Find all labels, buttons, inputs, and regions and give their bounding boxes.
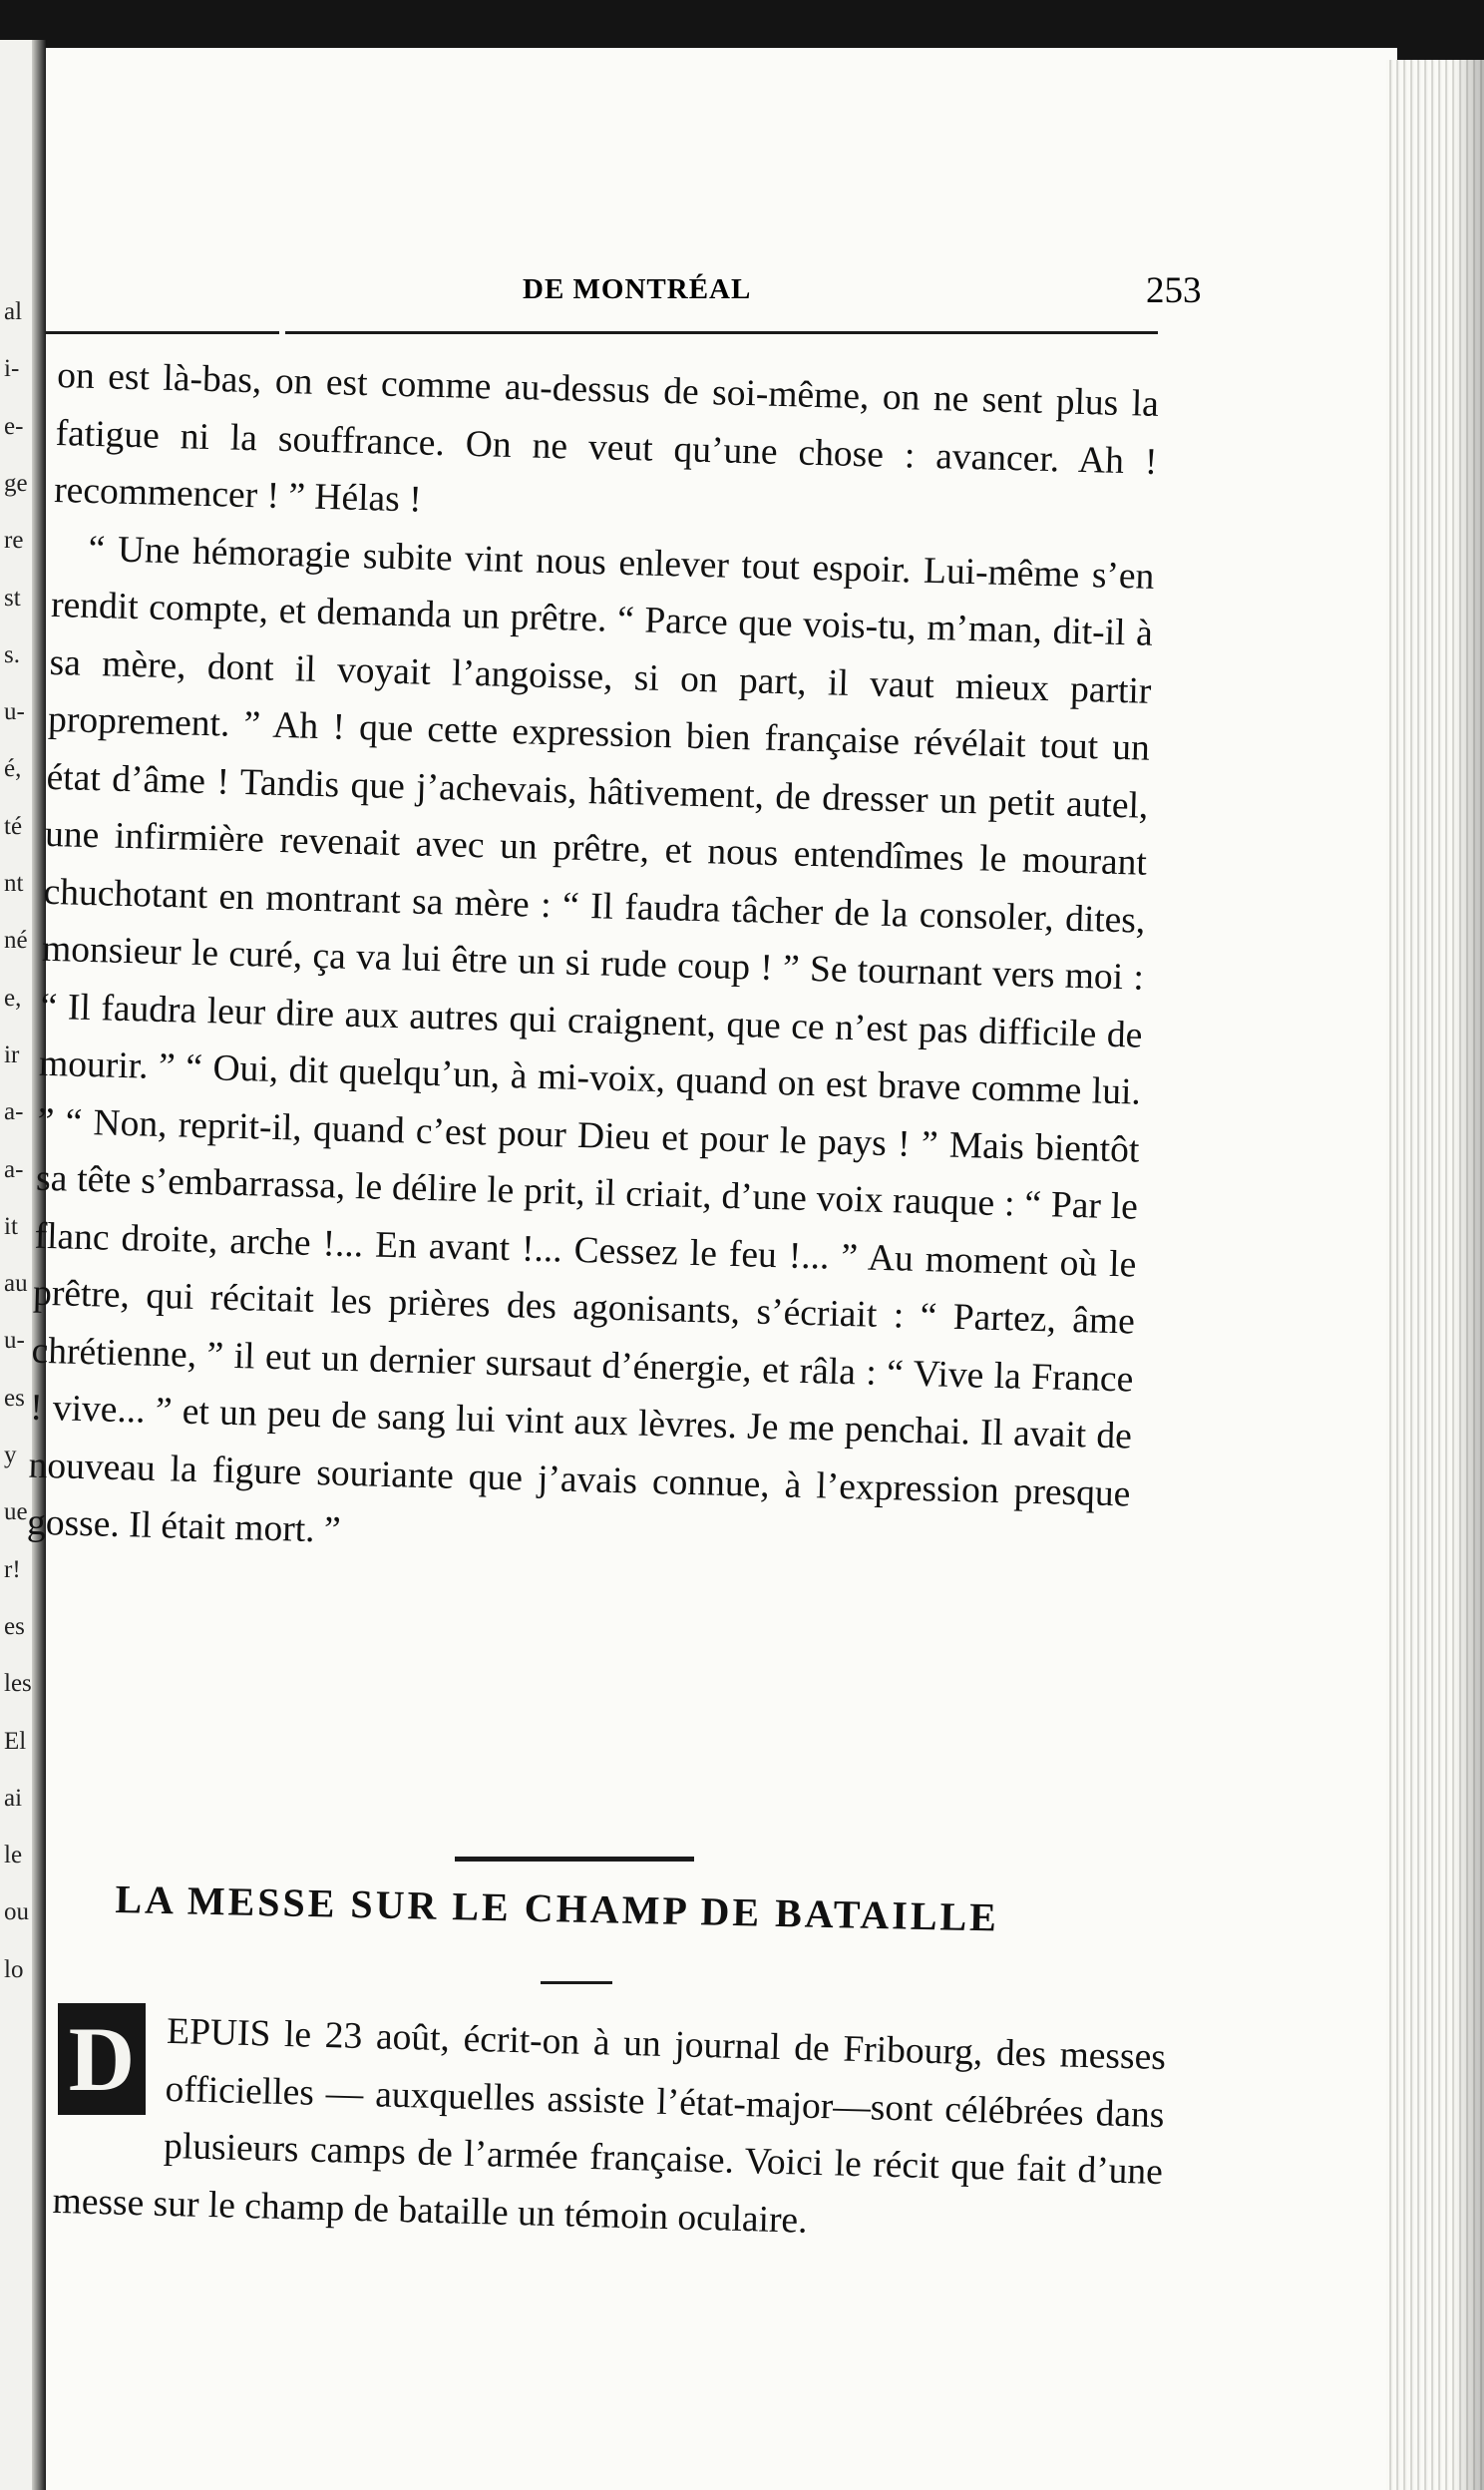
margin-fragment: au <box>4 1270 28 1298</box>
margin-fragment: né <box>4 927 28 955</box>
margin-fragment: ge <box>4 469 28 497</box>
lead-word: EPUIS <box>166 2010 271 2055</box>
margin-fragment: u- <box>4 1327 25 1355</box>
paragraph-1: on est là-bas, on est comme au-dessus de soi-même, on ne sent plus la fatigue ni la souffrance. On ne veut qu’une chose : avancer. Ah ! recommencer ! ” Hélas ! <box>53 354 1160 521</box>
margin-fragment: st <box>4 584 21 612</box>
section-text: le 23 août, écrit-on à un journal de Fribourg, des messes officielles — auxquelles assiste l’état-major—sont célébrées dans plusieurs camps de l’armée française. Voici le récit que fait d’une messe sur le champ de bataille un témoin oculaire. <box>52 2013 1167 2242</box>
section-title: LA MESSE SUR LE CHAMP DE BATAILLE <box>115 1875 1000 1940</box>
margin-fragment: ir <box>4 1040 20 1068</box>
section-body <box>52 2000 1167 2259</box>
drop-cap-initial: D <box>58 2003 146 2115</box>
margin-fragment: al <box>4 298 23 325</box>
margin-fragment: u- <box>4 698 25 726</box>
margin-fragment: es <box>4 1612 25 1640</box>
margin-fragment: El <box>4 1727 27 1755</box>
margin-fragment: e- <box>4 412 24 440</box>
margin-fragment: e, <box>4 984 22 1012</box>
margin-fragment: té <box>4 812 23 840</box>
header-rule <box>46 331 1158 334</box>
margin-fragment: ou <box>4 1898 29 1926</box>
title-underline <box>541 1981 612 1984</box>
paragraph-2: “ Une hémoragie subite vint nous enlever tout espoir. Lui-même s’en rendit compte, et demanda un prêtre. “ Parce que vois-tu, m’man, dit-il à sa mère, dont il voyait l’angoisse, si on part, il vaut mieux partir proprement. ” Ah ! que cette expression bien française révélait tout un état d’âme ! Tandis que j’achevais, hâtivement, de dresser un petit autel, une infirmière revenait avec un prêtre, et nous entendîmes le mourant chuchotant en montrant sa mère : “ Il faudra tâcher de la consoler, dites, monsieur le curé, ça va lui être un si rude coup ! ” Se tournant vers moi : “ Il faudra leur dire aux autres qui craignent, que ce n’est pas difficile de mourir. ” “ Oui, dit quelqu’un, à mi-voix, quand on est brave comme lui. ” “ Non, reprit-il, quand c’est pour Dieu et pour le pays ! ” Mais bientôt sa tête s’embarrassa, le délire le prit, il criait, d’une voix rauque : “ Par le flanc droite, arche !... En avant !... Cessez le feu !... ” Au moment où le prêtre, qui récitait les prières des agonisants, s’écriait : “ Partez, âme chrétienne, ” il eut un dernier sursaut d’énergie, et râla : “ Vive la France ! vive... ” et un peu de sang lui vint aux lèvres. Je me penchai. Il avait de nouveau la figure souriante que j’avais connue, à l’expression presque gosse. Il était mort. ” <box>26 528 1155 1551</box>
margin-fragment: s. <box>4 640 20 668</box>
margin-fragment: ai <box>4 1784 23 1812</box>
section-paragraph <box>52 2000 1167 2259</box>
section-divider <box>455 1857 694 1862</box>
margin-fragment: y <box>4 1442 17 1468</box>
margin-fragment: ue <box>4 1498 28 1526</box>
margin-fragment: a- <box>4 1155 24 1183</box>
book-page <box>26 48 1397 2490</box>
margin-fragment: a- <box>4 1098 24 1126</box>
margin-fragment: r! <box>4 1555 21 1583</box>
margin-fragment: le <box>4 1842 23 1869</box>
margin-fragment: re <box>4 527 24 555</box>
body-text <box>26 347 1159 1580</box>
page-stack-edges <box>1386 60 1484 2490</box>
running-title: DE MONTRÉAL <box>523 273 752 305</box>
margin-fragment: it <box>4 1212 18 1240</box>
margin-fragment: nt <box>4 870 24 897</box>
page-header <box>46 269 1203 319</box>
margin-fragment: es <box>4 1384 25 1412</box>
margin-fragment: i- <box>4 355 20 383</box>
margin-fragment: é, <box>4 755 22 783</box>
margin-fragment: les <box>4 1670 32 1698</box>
page-number: 253 <box>1146 270 1202 311</box>
margin-fragment: lo <box>4 1955 24 1983</box>
